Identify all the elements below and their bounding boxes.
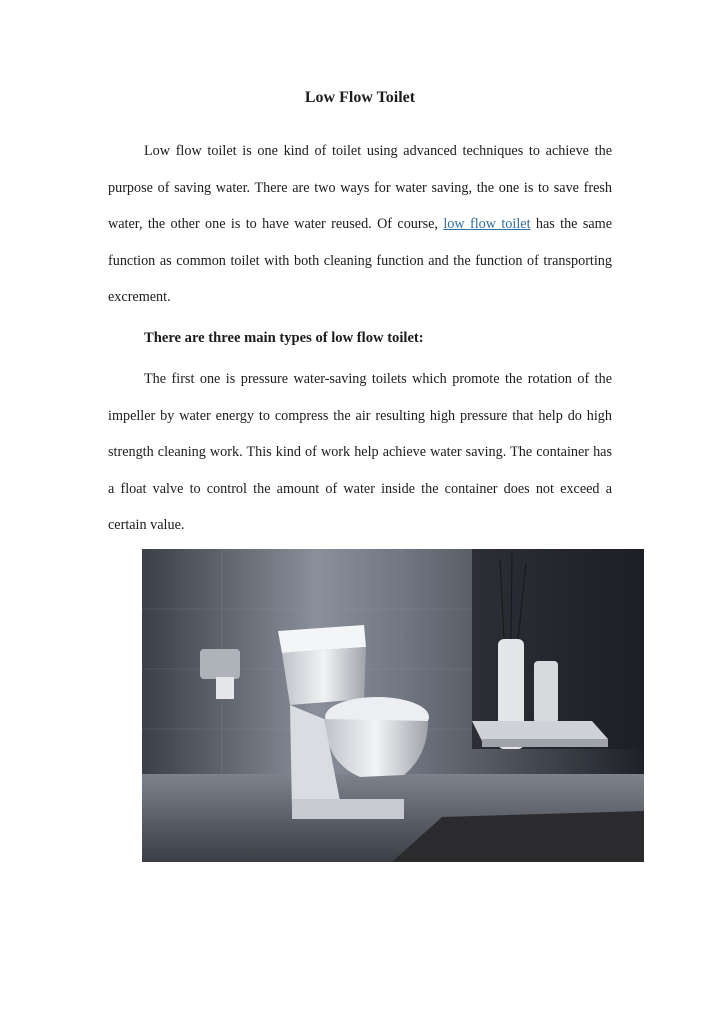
section-heading: There are three main types of low flow toilet: (144, 330, 424, 346)
low-flow-toilet-link[interactable]: low flow toilet (443, 216, 531, 232)
paragraph-intro-text-2: has the same function as common toilet with both cleaning function and the function of transporting excrement. (108, 216, 612, 305)
document-title: Low Flow Toilet (304, 89, 416, 106)
bathroom-illustration (142, 549, 644, 862)
paragraph-intro-text-1: Low flow toilet is one kind of toilet using advanced techniques to achieve the purpose of saving water. There are two ways for water saving, the one is to save fresh water, the other one is to have water reused. Of course, (108, 143, 612, 232)
paragraph-intro (108, 133, 612, 316)
paragraph-pressure-toilets: The first one is pressure water-saving toilets which promote the rotation of the impeller by water energy to compress the air resulting high pressure that help do high strength cleaning work. This kind of work help achieve water saving. The container has a float valve to control the amount of water inside the container does not exceed a certain value. (108, 371, 612, 533)
toilet-photo (142, 549, 644, 862)
